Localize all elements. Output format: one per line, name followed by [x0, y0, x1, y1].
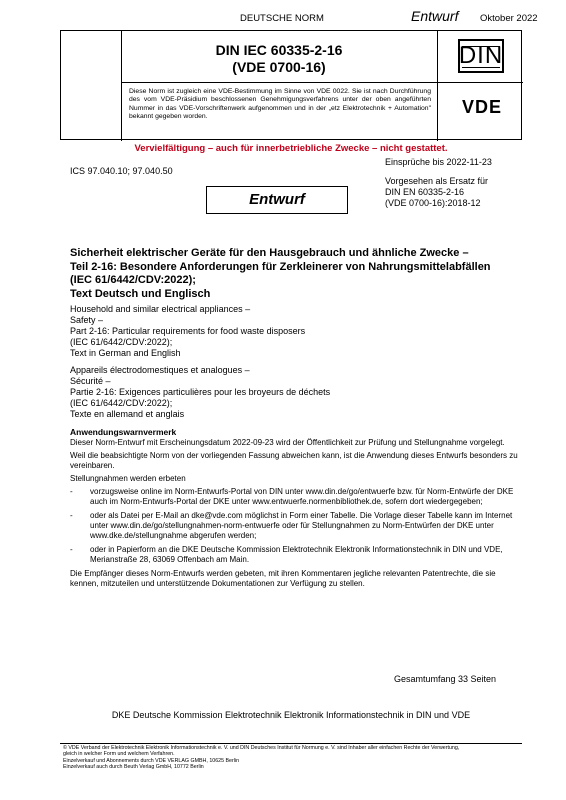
warning-paragraph: Weil die beabsichtigte Norm von der vorliegenden Fassung abweichen kann, ist die Anwendung dieses Entwurfs besonders zu vereinbaren. — [70, 451, 518, 470]
header-date: Oktober 2022 — [480, 13, 538, 24]
list-item: - vorzugsweise online im Norm-Entwurfs-Portal von DIN unter www.din.de/go/entwuerfe bzw. für Norm-Entwürfe der DKE auch im Norm-Entwurfs-Portal der DKE unter www.entwuerfe.normenbibliothek.de, sofern dort wiedergegeben; — [70, 487, 514, 506]
warning-paragraph: Stellungnahmen werden erbeten — [70, 474, 186, 483]
reproduction-notice: Vervielfältigung – auch für innerbetriebliche Zwecke – nicht gestattet. — [134, 143, 448, 154]
header-status: Entwurf — [411, 8, 459, 24]
list-item: - oder in Papierform an die DKE Deutsche Kommission Elektrotechnik Elektronik Informationstechnik in DIN und VDE, Merianstraße 28, 63069 Offenbach am Main. — [70, 545, 503, 564]
standard-number-block — [121, 42, 437, 76]
standard-identification-box — [60, 30, 522, 140]
warning-paragraph: Dieser Norm-Entwurf mit Erscheinungsdatum 2022-09-23 wird der Öffentlichkeit zur Prüfung und Stellungnahme vorgelegt. — [70, 438, 505, 447]
din-logo-text: DIN — [458, 42, 504, 69]
page-count: Gesamtumfang 33 Seiten — [394, 674, 497, 684]
vde-number: (VDE 0700-16) — [232, 59, 326, 75]
warning-heading: Anwendungswarnvermerk — [70, 427, 177, 437]
objection-deadline: Einsprüche bis 2022-11-23 — [385, 157, 492, 167]
din-logo — [458, 39, 504, 73]
dke-footer: DKE Deutsche Kommission Elektrotechnik Elektronik Informationstechnik in DIN und VDE — [111, 710, 471, 720]
warning-paragraph: Die Empfänger dieses Norm-Entwurfs werden gebeten, mit ihren Kommentaren jegliche relevanten Patentrechte, die sie kennen, mitzuteilen und unterstützende Dokumentationen zur Verfügung zu stellen. — [70, 569, 496, 588]
standard-number: DIN IEC 60335-2-16 — [215, 42, 343, 58]
vde-notice: Diese Norm ist zugleich eine VDE-Bestimmung im Sinne von VDE 0022. Sie ist nach Durchführung des vom VDE-Präsidium beschlossenen Genehmigungsverfahrens unter der oben angeführten Nummer in das VDE-Vorschriftenwerk aufgenommen und in der „etz Elektrotechnik + Automation" bekannt gegeben worden. — [129, 88, 431, 121]
header-norm-label: DEUTSCHE NORM — [240, 13, 324, 24]
footer-divider — [60, 743, 522, 744]
list-item: - oder als Datei per E-Mail an dke@vde.com möglichst in Form einer Tabelle. Die Vorlage dieser Tabelle kann im Internet unter www.din.de/go/stellungnahmen-norm-entwuerfe oder für Stellungnahmen zu Norm-Entwürfen der DKE unter www.dke.de/stellungnahme abgerufen werden; — [70, 511, 513, 540]
title-french: Appareils électrodomestiques et analogues – Sécurité – Partie 2-16: Exigences particulières pour les broyeurs de déchets (IEC 61/6442/CDV:2022); Texte en allemand et anglais — [70, 365, 331, 419]
application-warning — [70, 427, 522, 592]
draft-stamp: Entwurf — [206, 186, 348, 214]
copyright-notice: © VDE Verband der Elektrotechnik Elektronik Informationstechnik e. V. und DIN Deutsches Institut für Normung e. V. sind Inhaber aller einfachen Rechte der Verwertung, gleich in welcher Form und welchem Verfahren. Einzelverkauf und Abonnements durch VDE VERLAG GMBH, 10625 Berlin Einzelverkauf auch durch Beuth Verlag GmbH, 10772 Berlin — [63, 745, 460, 771]
replacement-info: Vorgesehen als Ersatz für DIN EN 60335-2-16 (VDE 0700-16):2018-12 — [385, 176, 489, 208]
ics-code: ICS 97.040.10; 97.040.50 — [70, 166, 173, 176]
title-english: Household and similar electrical appliances – Safety – Part 2-16: Particular requirements for food waste disposers (IEC 61/6442/CDV:2022); Text in German and English — [70, 304, 306, 358]
vde-logo: VDE — [461, 97, 502, 117]
title-german: Sicherheit elektrischer Geräte für den Hausgebrauch und ähnliche Zwecke – Teil 2-16: Besondere Anforderungen für Zerkleinerer von Nahrungsmittelabfällen (IEC 61/6442/CDV:2022); Text Deutsch und Englisch — [70, 247, 491, 300]
